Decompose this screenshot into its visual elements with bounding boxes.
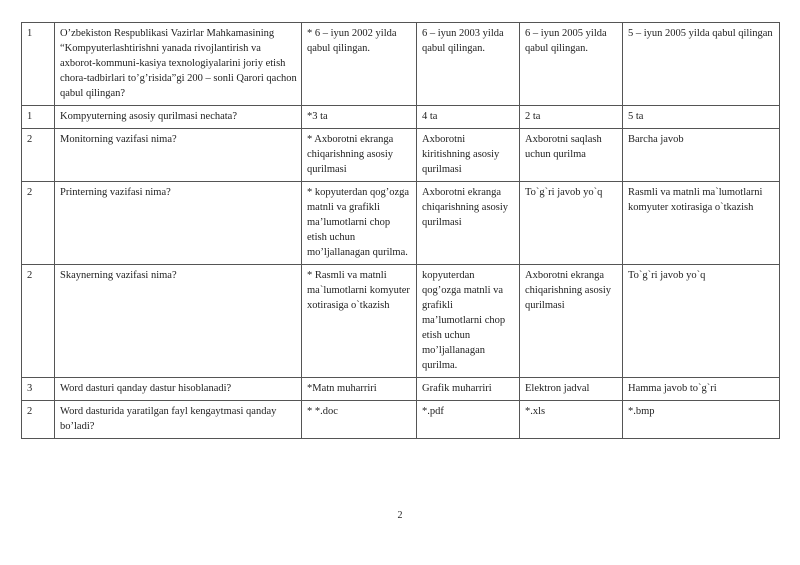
answer-b-cell: 6 – iyun 2003 yilda qabul qilingan. (417, 23, 520, 106)
answer-b-cell: kopyuterdan qog’ozga matnli va grafikli ma’lumotlarni chop etish uchun mo’ljallanagan qurilma. (417, 265, 520, 378)
answer-c-cell: To`g`ri javob yo`q (520, 182, 623, 265)
difficulty-cell: 1 (22, 23, 55, 106)
question-cell: O’zbekiston Respublikasi Vazirlar Mahkamasining “Kompyuterlashtirishni yanada rivojlantirish va axborot-kommuni-kasiya texnologiyalarini joriy etish chora-tadbirlari to’g’risida”gi 200 – sonli Qarori qachon qabul qilingan? (55, 23, 302, 106)
difficulty-cell: 1 (22, 106, 55, 129)
table-row (22, 182, 780, 265)
difficulty-cell: 2 (22, 401, 55, 439)
answer-c-cell: *.xls (520, 401, 623, 439)
answer-d-cell: 5 – iyun 2005 yilda qabul qilingan (623, 23, 780, 106)
question-cell: Monitorning vazifasi nima? (55, 129, 302, 182)
page-number: 2 (397, 510, 403, 521)
answer-c-cell: 2 ta (520, 106, 623, 129)
answer-c-cell: Axborotni ekranga chiqarishning asosiy qurilmasi (520, 265, 623, 378)
answer-a-cell: * kopyuterdan qog’ozga matnli va grafikli ma’lumotlarni chop etish uchun mo’ljallanagan qurilma. (302, 182, 417, 265)
table-row (22, 265, 780, 378)
question-cell: Printerning vazifasi nima? (55, 182, 302, 265)
answer-a-cell: *Matn muharriri (302, 378, 417, 401)
answer-a-cell: *3 ta (302, 106, 417, 129)
questions-table (21, 22, 780, 439)
answer-b-cell: 4 ta (417, 106, 520, 129)
answer-a-cell: * *.doc (302, 401, 417, 439)
question-cell: Skaynerning vazifasi nima? (55, 265, 302, 378)
table-row (22, 378, 780, 401)
answer-a-cell: * 6 – iyun 2002 yilda qabul qilingan. (302, 23, 417, 106)
answer-c-cell: Axborotni saqlash uchun qurilma (520, 129, 623, 182)
difficulty-cell: 2 (22, 265, 55, 378)
table-row (22, 23, 780, 106)
answer-d-cell: *.bmp (623, 401, 780, 439)
table-row (22, 401, 780, 439)
answer-d-cell: Rasmli va matnli ma`lumotlarni komyuter xotirasiga o`tkazish (623, 182, 780, 265)
question-cell: Kompyuterning asosiy qurilmasi nechata? (55, 106, 302, 129)
answer-d-cell: Barcha javob (623, 129, 780, 182)
difficulty-cell: 2 (22, 129, 55, 182)
difficulty-cell: 2 (22, 182, 55, 265)
answer-d-cell: Hamma javob to`g`ri (623, 378, 780, 401)
answer-c-cell: Elektron jadval (520, 378, 623, 401)
answer-b-cell: *.pdf (417, 401, 520, 439)
answer-a-cell: * Axborotni ekranga chiqarishning asosiy qurilmasi (302, 129, 417, 182)
difficulty-cell: 3 (22, 378, 55, 401)
answer-b-cell: Axborotni ekranga chiqarishning asosiy qurilmasi (417, 182, 520, 265)
answer-b-cell: Grafik muharriri (417, 378, 520, 401)
question-cell: Word dasturida yaratilgan fayl kengaytmasi qanday bo’ladi? (55, 401, 302, 439)
answer-c-cell: 6 – iyun 2005 yilda qabul qilingan. (520, 23, 623, 106)
answer-b-cell: Axborotni kiritishning asosiy qurilmasi (417, 129, 520, 182)
answer-d-cell: To`g`ri javob yo`q (623, 265, 780, 378)
table-row (22, 106, 780, 129)
answer-d-cell: 5 ta (623, 106, 780, 129)
table-row (22, 129, 780, 182)
answer-a-cell: * Rasmli va matnli ma`lumotlarni komyuter xotirasiga o`tkazish (302, 265, 417, 378)
question-cell: Word dasturi qanday dastur hisoblanadi? (55, 378, 302, 401)
